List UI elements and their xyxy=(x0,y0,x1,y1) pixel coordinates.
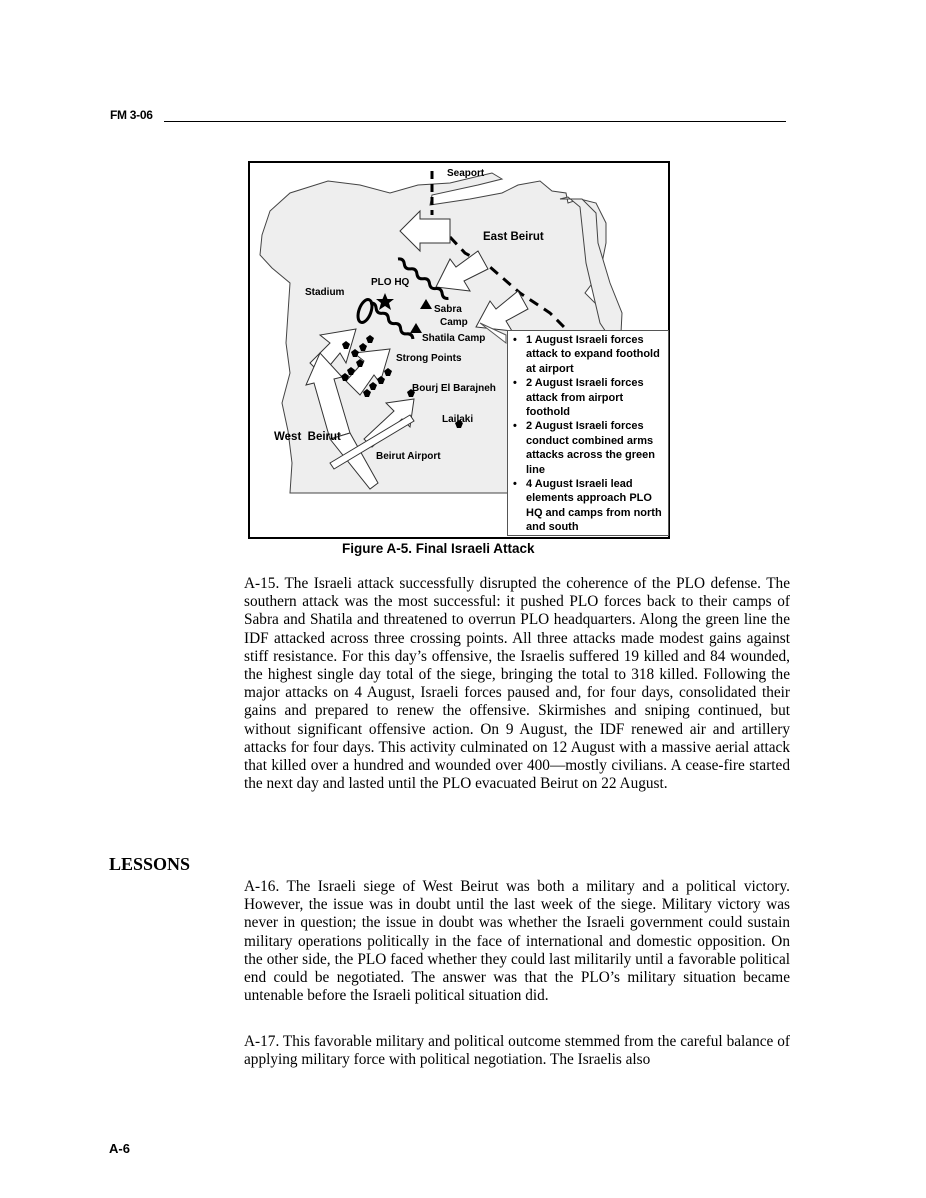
legend-item: • 2 August Israeli forces attack from airport foothold xyxy=(513,377,644,419)
figure-legend xyxy=(507,330,669,536)
legend-item: • 2 August Israeli forces conduct combined arms attacks across the green line xyxy=(513,420,656,476)
map-label-sabra: Sabra xyxy=(434,304,462,315)
figure-map xyxy=(248,161,670,539)
manual-id: FM 3-06 xyxy=(110,108,153,122)
header-rule xyxy=(164,121,786,122)
running-header xyxy=(110,108,786,124)
map-label-bourj-el-barajneh: Bourj El Barajneh xyxy=(412,383,496,394)
map-label-beirut-airport: Beirut Airport xyxy=(376,451,441,462)
paragraph-a15: A-15. The Israeli attack successfully disrupted the coherence of the PLO defense. The southern attack was the most successful: it pushed PLO forces back to their camps of Sabra and Shatila and threatened to overrun PLO headquarters. Along the green line the IDF attacked across three crossing points. All three attacks made modest gains against stiff resistance. For this day’s offensive, the Israelis suffered 19 killed and 84 wounded, the highest single day total of the siege, bringing the total to 318 killed. Following the major attacks on 4 August, Israeli forces paused and, for four days, consolidated their gains and prepared to renew the offensive. Skirmishes and sniping continued, but without significant offensive action. On 9 August, the IDF renewed air and artillery attacks for four days. This activity culminated on 12 August with a massive aerial attack that killed over a hundred and wounded over 400—mostly civilians. A cease-fire started the next day and lasted until the PLO evacuated Beirut on 22 August. xyxy=(244,575,790,793)
map-label-east-beirut: East Beirut xyxy=(483,231,544,243)
figure-caption: Figure A-5. Final Israeli Attack xyxy=(342,541,535,556)
map-label-west-beirut: West Beirut xyxy=(274,431,341,443)
paragraph-a16: A-16. The Israeli siege of West Beirut was both a military and a political victory. However, the issue was in doubt until the last week of the siege. Military victory was never in question; the issue in doubt was whether the Israeli government could sustain military operations politically in the face of international and domestic opposition. On the other side, the PLO faced whether they could last militarily until a favorable political end could be negotiated. The answer was that the PLO’s military situation became untenable before the Israeli political situation did. xyxy=(244,878,790,1005)
map-label-seaport: Seaport xyxy=(447,168,485,179)
legend-item: • 1 August Israeli forces attack to expand foothold at airport xyxy=(513,334,660,375)
map-label-lailaki: Lailaki xyxy=(442,414,474,425)
legend-item: • 4 August Israeli lead elements approach PLO HQ and camps from north and south xyxy=(513,478,662,534)
map-label-sabra-camp: Camp xyxy=(440,317,468,328)
map-label-stadium: Stadium xyxy=(305,287,345,298)
section-heading-lessons: LESSONS xyxy=(109,854,191,874)
paragraph-a17: A-17. This favorable military and political outcome stemmed from the careful balance of applying military force with political negotiation. The Israelis also xyxy=(244,1033,790,1069)
map-label-shatila-camp: Shatila Camp xyxy=(422,333,486,344)
map-label-strong-points: Strong Points xyxy=(396,353,462,364)
bullet-icon: • xyxy=(513,334,517,346)
map-label-plo-hq: PLO HQ xyxy=(371,277,410,288)
bullet-icon: • xyxy=(513,478,517,491)
bullet-icon: • xyxy=(513,377,517,390)
page-number: A-6 xyxy=(109,1141,130,1156)
bullet-icon: • xyxy=(513,420,517,433)
